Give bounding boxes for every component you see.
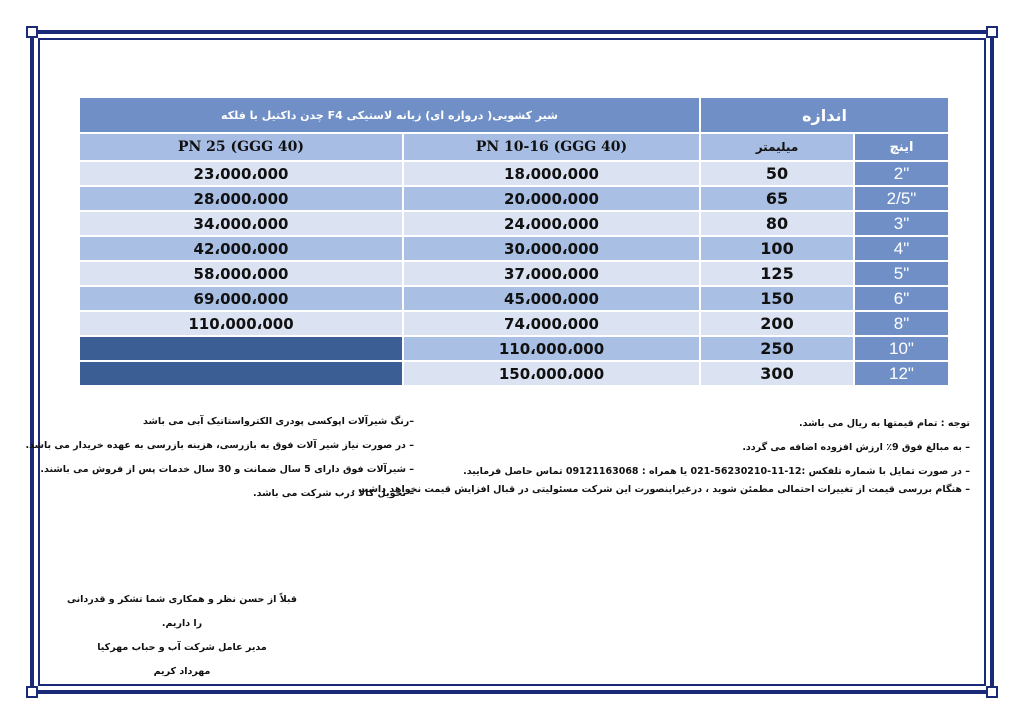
pn1016-price: 24،000،000 [403,211,700,236]
pn25-price: 58،000،000 [79,261,403,286]
pn1016-price: 18،000،000 [403,161,700,186]
size-inch: 4" [854,236,949,261]
border-corner [26,26,38,38]
signature-block [62,588,302,684]
table-row [79,286,949,311]
pn25-price: 69،000،000 [79,286,403,311]
table-subheader-row [79,133,949,161]
size-inch: 3" [854,211,949,236]
table-row [79,236,949,261]
table-row [79,261,949,286]
note-line: –رنگ شیرآلات اپوکسی پودری الکترواستاتیک آبی می باشد [143,416,414,427]
pn1016-header: PN 10-16 (GGG 40) [403,133,700,161]
signature-position: مدیر عامل شرکت آب و حباب مهرکیا [97,642,267,653]
size-mm: 80 [700,211,854,236]
signature-thanks: قبلاً از حسن نظر و همکاری شما تشکر و قدردانی را داریم. [66,594,298,629]
border-corner [986,26,998,38]
pn25-price: 28،000،000 [79,186,403,211]
pn1016-price: 45،000،000 [403,286,700,311]
product-title: شیر کشویی( دروازه ای) زبانه لاستیکی F4 چدن داکتیل با فلکه [79,97,700,133]
pn1016-price: 30،000،000 [403,236,700,261]
pn1016-price: 110،000،000 [403,336,700,361]
size-inch: 8" [854,311,949,336]
pn25-price: 42،000،000 [79,236,403,261]
note-line: – در صورت نیاز شیر آلات فوق به بازرسی، هزینه بازرسی به عهده خریدار می باشد. [25,440,414,451]
note-line: – در صورت تمایل با شماره تلفکس :12-11-56230210-021 یا همراه : 09121163068 تماس حاصل فرمایید. [463,466,970,477]
pn1016-price: 20،000،000 [403,186,700,211]
border-corner [26,686,38,698]
notes-left [26,410,415,506]
size-inch: 2" [854,161,949,186]
mm-header: میلیمتر [700,133,854,161]
note-line: توجه : تمام قیمتها به ریال می باشد. [799,418,970,429]
notes-right [352,412,970,496]
size-mm: 300 [700,361,854,386]
signature-name: مهرداد کریم [153,666,211,677]
border-corner [986,686,998,698]
table-row [79,161,949,186]
note-line: – تحویل کالا درب شرکت می باشد. [253,488,414,499]
table-row [79,311,949,336]
size-inch: 6" [854,286,949,311]
size-header: اندازه [700,97,949,133]
table-row [79,361,949,386]
pn25-price: 23،000،000 [79,161,403,186]
size-mm: 250 [700,336,854,361]
size-inch: 10" [854,336,949,361]
table-row [79,211,949,236]
pn25-price: 34،000،000 [79,211,403,236]
price-table [78,96,950,387]
pn1016-price: 150،000،000 [403,361,700,386]
size-mm: 150 [700,286,854,311]
note-line: – هنگام بررسی قیمت از تغییرات احتمالی مطمئن شوید ، درغیراینصورت این شرکت مسئولیتی در قبال افزایش قیمت نخواهد داشت . [351,484,970,495]
note-line: – شیرآلات فوق دارای 5 سال ضمانت و 30 سال خدمات پس از فروش می باشند. [40,464,414,475]
table-header-row [79,97,949,133]
size-mm: 50 [700,161,854,186]
table-row [79,186,949,211]
size-inch: 5" [854,261,949,286]
size-mm: 200 [700,311,854,336]
table-row [79,336,949,361]
size-mm: 125 [700,261,854,286]
pn1016-price: 37،000،000 [403,261,700,286]
size-inch: 12" [854,361,949,386]
pn25-price: 110،000،000 [79,311,403,336]
size-mm: 65 [700,186,854,211]
pn25-price-empty [79,361,403,386]
pn25-header: PN 25 (GGG 40) [79,133,403,161]
inch-header: اینچ [854,133,949,161]
pn25-price-empty [79,336,403,361]
note-line: – به مبالغ فوق 9٪ ارزش افزوده اضافه می گردد. [742,442,970,453]
pn1016-price: 74،000،000 [403,311,700,336]
size-inch: 2/5" [854,186,949,211]
size-mm: 100 [700,236,854,261]
